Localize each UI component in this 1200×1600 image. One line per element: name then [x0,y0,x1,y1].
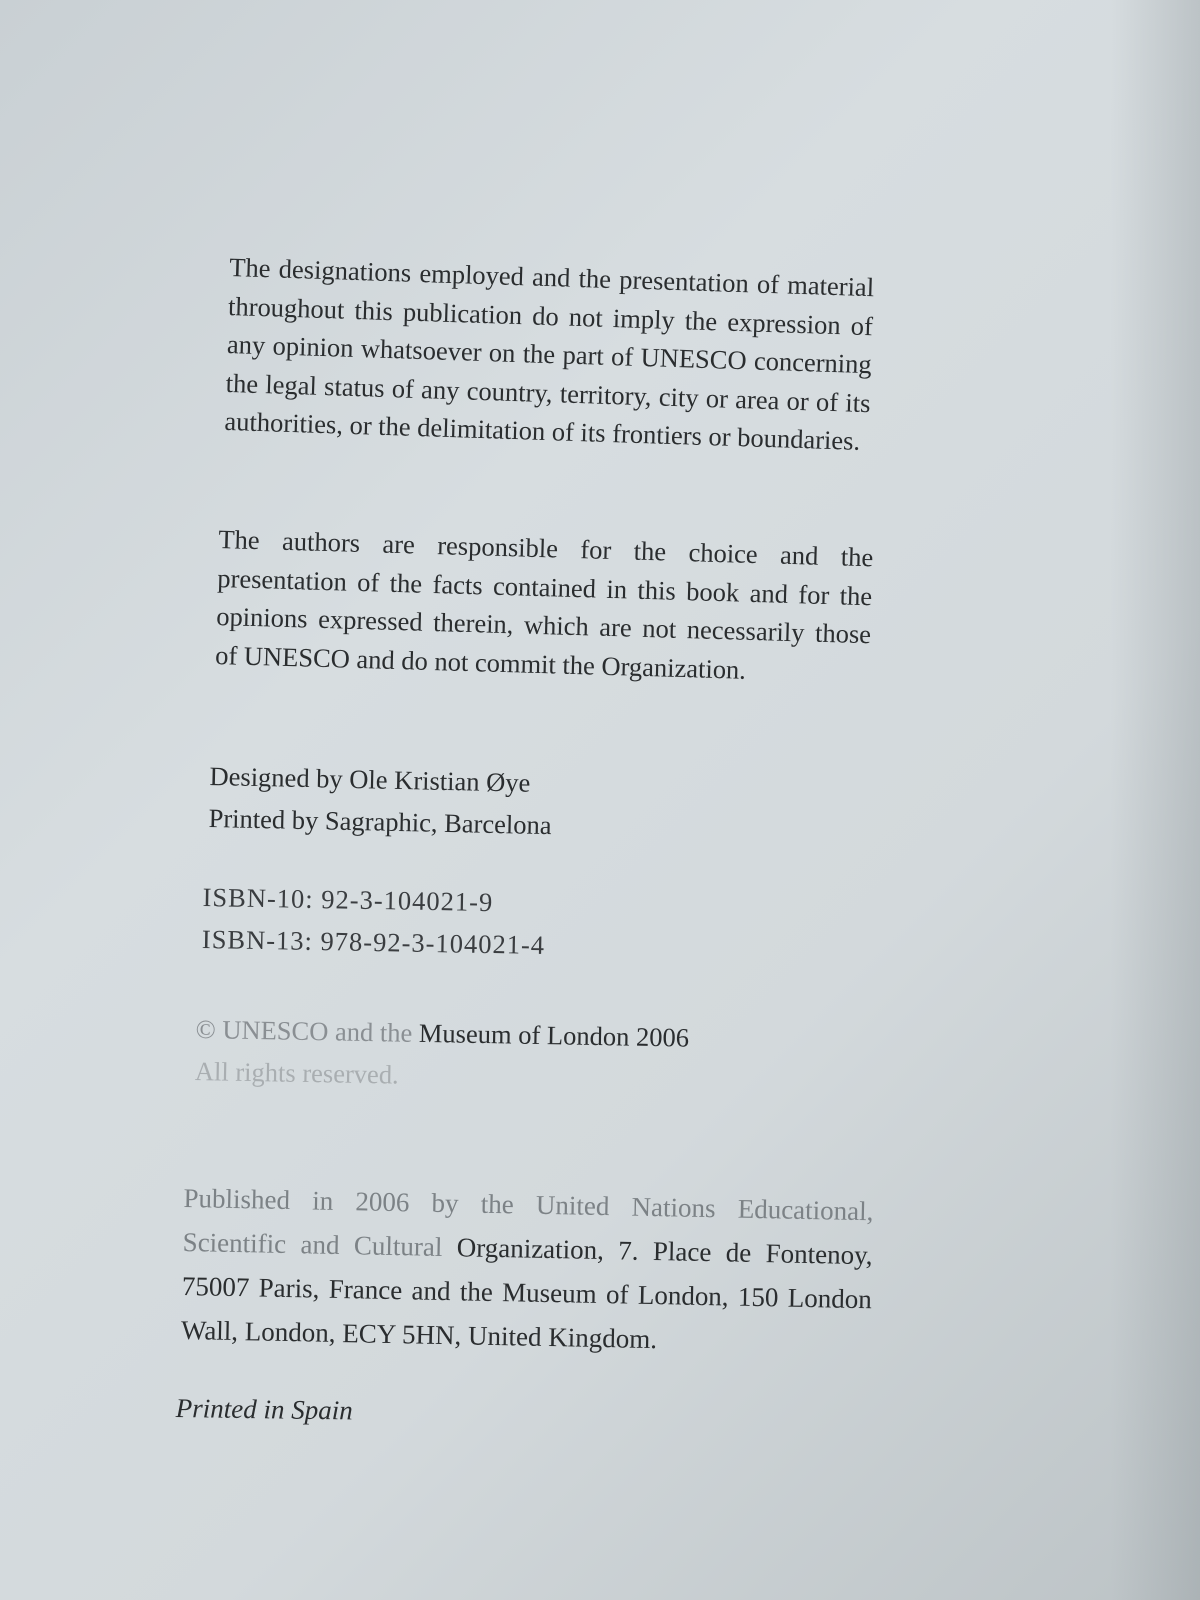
copyright-faded-text: © UNESCO and the [195,1013,413,1048]
page-shadow [1110,0,1200,1600]
designer-credit: Designed by Ole Kristian Øye [209,760,531,798]
copyright-text: Museum of London 2006 [412,1017,690,1053]
credits-block [208,755,553,846]
isbn-10: ISBN-10: 92-3-104021-9 [202,881,494,918]
isbn-13: ISBN-13: 978-92-3-104021-4 [201,923,546,960]
disclaimer-paragraph-2: The authors are responsible for the choice and the presentation of the facts contained in this book and for the opinions expressed therein, which are not necessarily those of UNESCO and do not commit the Organization. [214,523,874,685]
publisher-faded-text: Published in 2006 by the United Nations Educational, Scientific and Cultural [182,1182,874,1262]
copyright-block [195,1008,690,1101]
rights-reserved: All rights reserved. [194,1055,399,1090]
printed-in-spain: Printed in Spain [175,1393,353,1426]
printer-credit: Printed by Sagraphic, Barcelona [208,802,552,841]
disclaimer-paragraph-1: The designations employed and the presentation of material throughout this publication do not imply the expression of any opinion whatsoever on the part of UNESCO concerning the legal status of any country, territory, city or area or of its authorities, or the delimitation of its frontiers or boundaries. [224,251,875,456]
isbn-block [202,876,547,966]
publisher-text: Organization, 7. Place de Fontenoy, 75007 Paris, France and the Museum of London, 150 London Wall, London, ECY 5HN, United Kingdom. [180,1231,873,1355]
publisher-paragraph [181,1176,874,1365]
